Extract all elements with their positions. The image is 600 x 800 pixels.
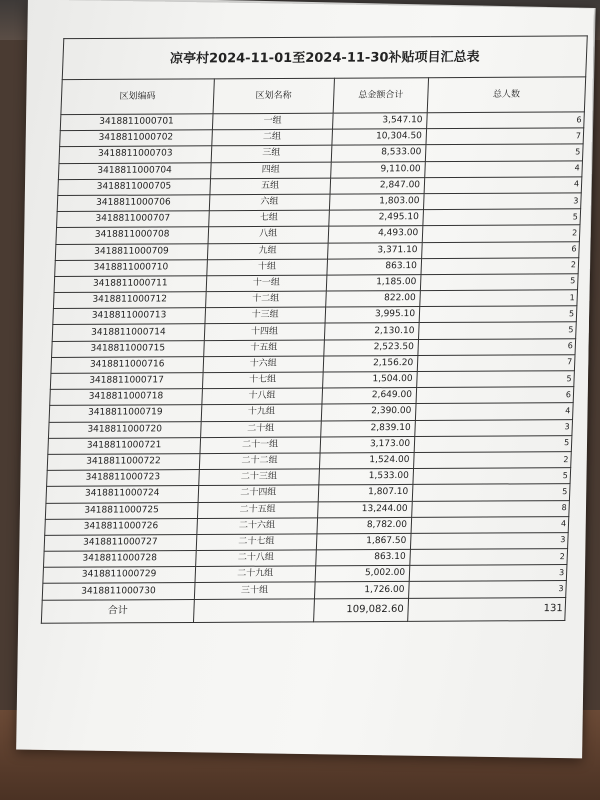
- cell-count: 1: [420, 290, 578, 307]
- cell-count: 5: [417, 371, 575, 388]
- cell-code: 3418811000726: [45, 518, 197, 535]
- cell-count: 6: [418, 338, 576, 355]
- cell-code: 3418811000730: [42, 583, 194, 600]
- cell-code: 3418811000727: [44, 534, 196, 551]
- cell-code: 3418811000717: [50, 373, 202, 390]
- cell-name: 十四组: [204, 323, 325, 340]
- cell-code: 3418811000722: [47, 454, 199, 471]
- cell-code: 3418811000702: [60, 130, 212, 147]
- cell-count: 4: [411, 516, 569, 533]
- cell-name: 二组: [211, 129, 332, 146]
- cell-name: 二十九组: [195, 566, 316, 583]
- cell-amount: 8,533.00: [331, 145, 426, 162]
- cell-count: 2: [414, 452, 572, 469]
- cell-name: 二十一组: [200, 437, 321, 454]
- cell-count: 7: [417, 355, 575, 372]
- cell-amount: 1,867.50: [316, 533, 411, 550]
- cell-code: 3418811000724: [46, 486, 198, 503]
- cell-name: 二十五组: [197, 501, 318, 518]
- cell-name: 二十二组: [199, 453, 320, 470]
- cell-name: 十九组: [201, 404, 322, 421]
- cell-name: 二十组: [200, 421, 321, 438]
- cell-count: 5: [425, 144, 583, 161]
- cell-name: 二十八组: [195, 550, 316, 567]
- total-count: 131: [408, 597, 566, 621]
- header-count: 总人数: [427, 77, 585, 113]
- cell-count: 4: [415, 403, 573, 420]
- cell-amount: 3,995.10: [325, 307, 420, 324]
- header-amount: 总金额合计: [333, 78, 429, 113]
- cell-code: 3418811000719: [49, 405, 201, 422]
- cell-count: 4: [425, 160, 583, 177]
- cell-name: 十一组: [206, 275, 327, 292]
- cell-code: 3418811000716: [51, 356, 203, 373]
- cell-count: 3: [415, 419, 573, 436]
- cell-name: 十七组: [202, 372, 323, 389]
- cell-amount: 2,390.00: [321, 404, 416, 421]
- cell-code: 3418811000728: [43, 551, 195, 568]
- cell-amount: 1,504.00: [322, 372, 417, 389]
- cell-count: 7: [426, 128, 584, 145]
- cell-name: 十三组: [205, 307, 326, 324]
- cell-count: 2: [422, 225, 580, 242]
- cell-name: 二十七组: [196, 534, 317, 551]
- cell-name: 二十六组: [197, 518, 318, 535]
- cell-count: 6: [427, 112, 585, 129]
- cell-code: 3418811000703: [59, 146, 211, 163]
- cell-code: 3418811000701: [60, 114, 212, 131]
- paper-sheet: [16, 0, 594, 758]
- cell-amount: 863.10: [316, 549, 411, 566]
- cell-amount: 9,110.00: [331, 161, 426, 178]
- cell-name: 十六组: [203, 356, 324, 373]
- cell-code: 3418811000723: [47, 470, 199, 487]
- cell-name: 七组: [208, 210, 329, 227]
- cell-code: 3418811000713: [53, 308, 205, 325]
- cell-count: 5: [419, 306, 577, 323]
- cell-count: 4: [424, 177, 582, 194]
- cell-code: 3418811000705: [58, 179, 210, 196]
- cell-amount: 2,523.50: [324, 339, 419, 356]
- cell-code: 3418811000711: [54, 276, 206, 293]
- cell-code: 3418811000706: [57, 195, 209, 212]
- cell-amount: 2,649.00: [322, 388, 417, 405]
- cell-name: 二十四组: [198, 485, 319, 502]
- cell-amount: 8,782.00: [317, 517, 412, 534]
- cell-code: 3418811000721: [48, 437, 200, 454]
- cell-amount: 3,547.10: [332, 113, 427, 130]
- cell-amount: 2,130.10: [324, 323, 419, 340]
- cell-code: 3418811000715: [52, 340, 204, 357]
- cell-name: 十二组: [205, 291, 326, 308]
- cell-amount: 4,493.00: [328, 226, 423, 243]
- cell-count: 5: [413, 468, 571, 485]
- cell-code: 3418811000725: [45, 502, 197, 519]
- cell-code: 3418811000720: [48, 421, 200, 438]
- cell-name: 一组: [212, 113, 333, 130]
- cell-count: 5: [412, 484, 570, 501]
- total-empty-cell: [193, 598, 314, 622]
- cell-name: 三十组: [194, 582, 315, 599]
- cell-name: 三组: [211, 146, 332, 163]
- subsidy-summary-table: [41, 35, 588, 623]
- cell-name: 九组: [207, 243, 328, 260]
- cell-amount: 1,807.10: [318, 485, 413, 502]
- cell-amount: 2,156.20: [323, 355, 418, 372]
- cell-code: 3418811000710: [55, 259, 207, 276]
- cell-code: 3418811000718: [50, 389, 202, 406]
- cell-count: 3: [409, 581, 567, 598]
- cell-name: 十五组: [203, 340, 324, 357]
- cell-amount: 2,847.00: [330, 177, 425, 194]
- cell-code: 3418811000709: [55, 243, 207, 260]
- total-row: [41, 597, 565, 623]
- cell-count: 5: [414, 435, 572, 452]
- cell-amount: 10,304.50: [332, 129, 427, 146]
- cell-code: 3418811000707: [57, 211, 209, 228]
- cell-count: 5: [419, 322, 577, 339]
- cell-amount: 2,495.10: [329, 210, 424, 227]
- cell-amount: 1,533.00: [319, 469, 414, 486]
- document-title: 凉亭村2024-11-01至2024-11-30补贴项目汇总表: [62, 36, 587, 80]
- header-name: 区划名称: [213, 78, 335, 114]
- cell-amount: 13,244.00: [318, 501, 413, 518]
- total-amount: 109,082.60: [314, 598, 409, 621]
- cell-name: 十组: [206, 259, 327, 276]
- cell-amount: 1,524.00: [319, 452, 414, 469]
- cell-amount: 863.10: [327, 258, 422, 275]
- header-code: 区划编码: [61, 79, 214, 115]
- cell-count: 2: [410, 549, 568, 566]
- cell-name: 十八组: [201, 388, 322, 405]
- cell-code: 3418811000714: [52, 324, 204, 341]
- cell-count: 5: [420, 274, 578, 291]
- table-body: [42, 112, 584, 600]
- cell-amount: 1,726.00: [314, 582, 409, 599]
- total-label: 合计: [41, 599, 194, 623]
- cell-amount: 2,839.10: [321, 420, 416, 437]
- cell-code: 3418811000729: [43, 567, 195, 584]
- cell-count: 8: [412, 500, 570, 517]
- cell-count: 5: [423, 209, 581, 226]
- document: [41, 35, 588, 623]
- cell-name: 六组: [209, 194, 330, 211]
- title-row: [62, 36, 587, 80]
- cell-count: 3: [424, 193, 582, 210]
- cell-count: 6: [422, 241, 580, 258]
- header-row: [61, 77, 586, 115]
- cell-count: 3: [409, 565, 567, 582]
- cell-amount: 3,173.00: [320, 436, 415, 453]
- cell-count: 6: [416, 387, 574, 404]
- cell-amount: 3,371.10: [327, 242, 422, 259]
- cell-code: 3418811000708: [56, 227, 208, 244]
- cell-amount: 1,803.00: [329, 194, 424, 211]
- cell-code: 3418811000712: [53, 292, 205, 309]
- cell-count: 3: [410, 532, 568, 549]
- cell-code: 3418811000704: [58, 162, 210, 179]
- cell-name: 四组: [210, 162, 331, 179]
- cell-amount: 1,185.00: [326, 274, 421, 291]
- cell-count: 2: [421, 257, 579, 274]
- cell-name: 八组: [208, 226, 329, 243]
- cell-amount: 5,002.00: [315, 566, 410, 583]
- cell-amount: 822.00: [326, 291, 421, 308]
- cell-name: 二十三组: [198, 469, 319, 486]
- cell-name: 五组: [210, 178, 331, 195]
